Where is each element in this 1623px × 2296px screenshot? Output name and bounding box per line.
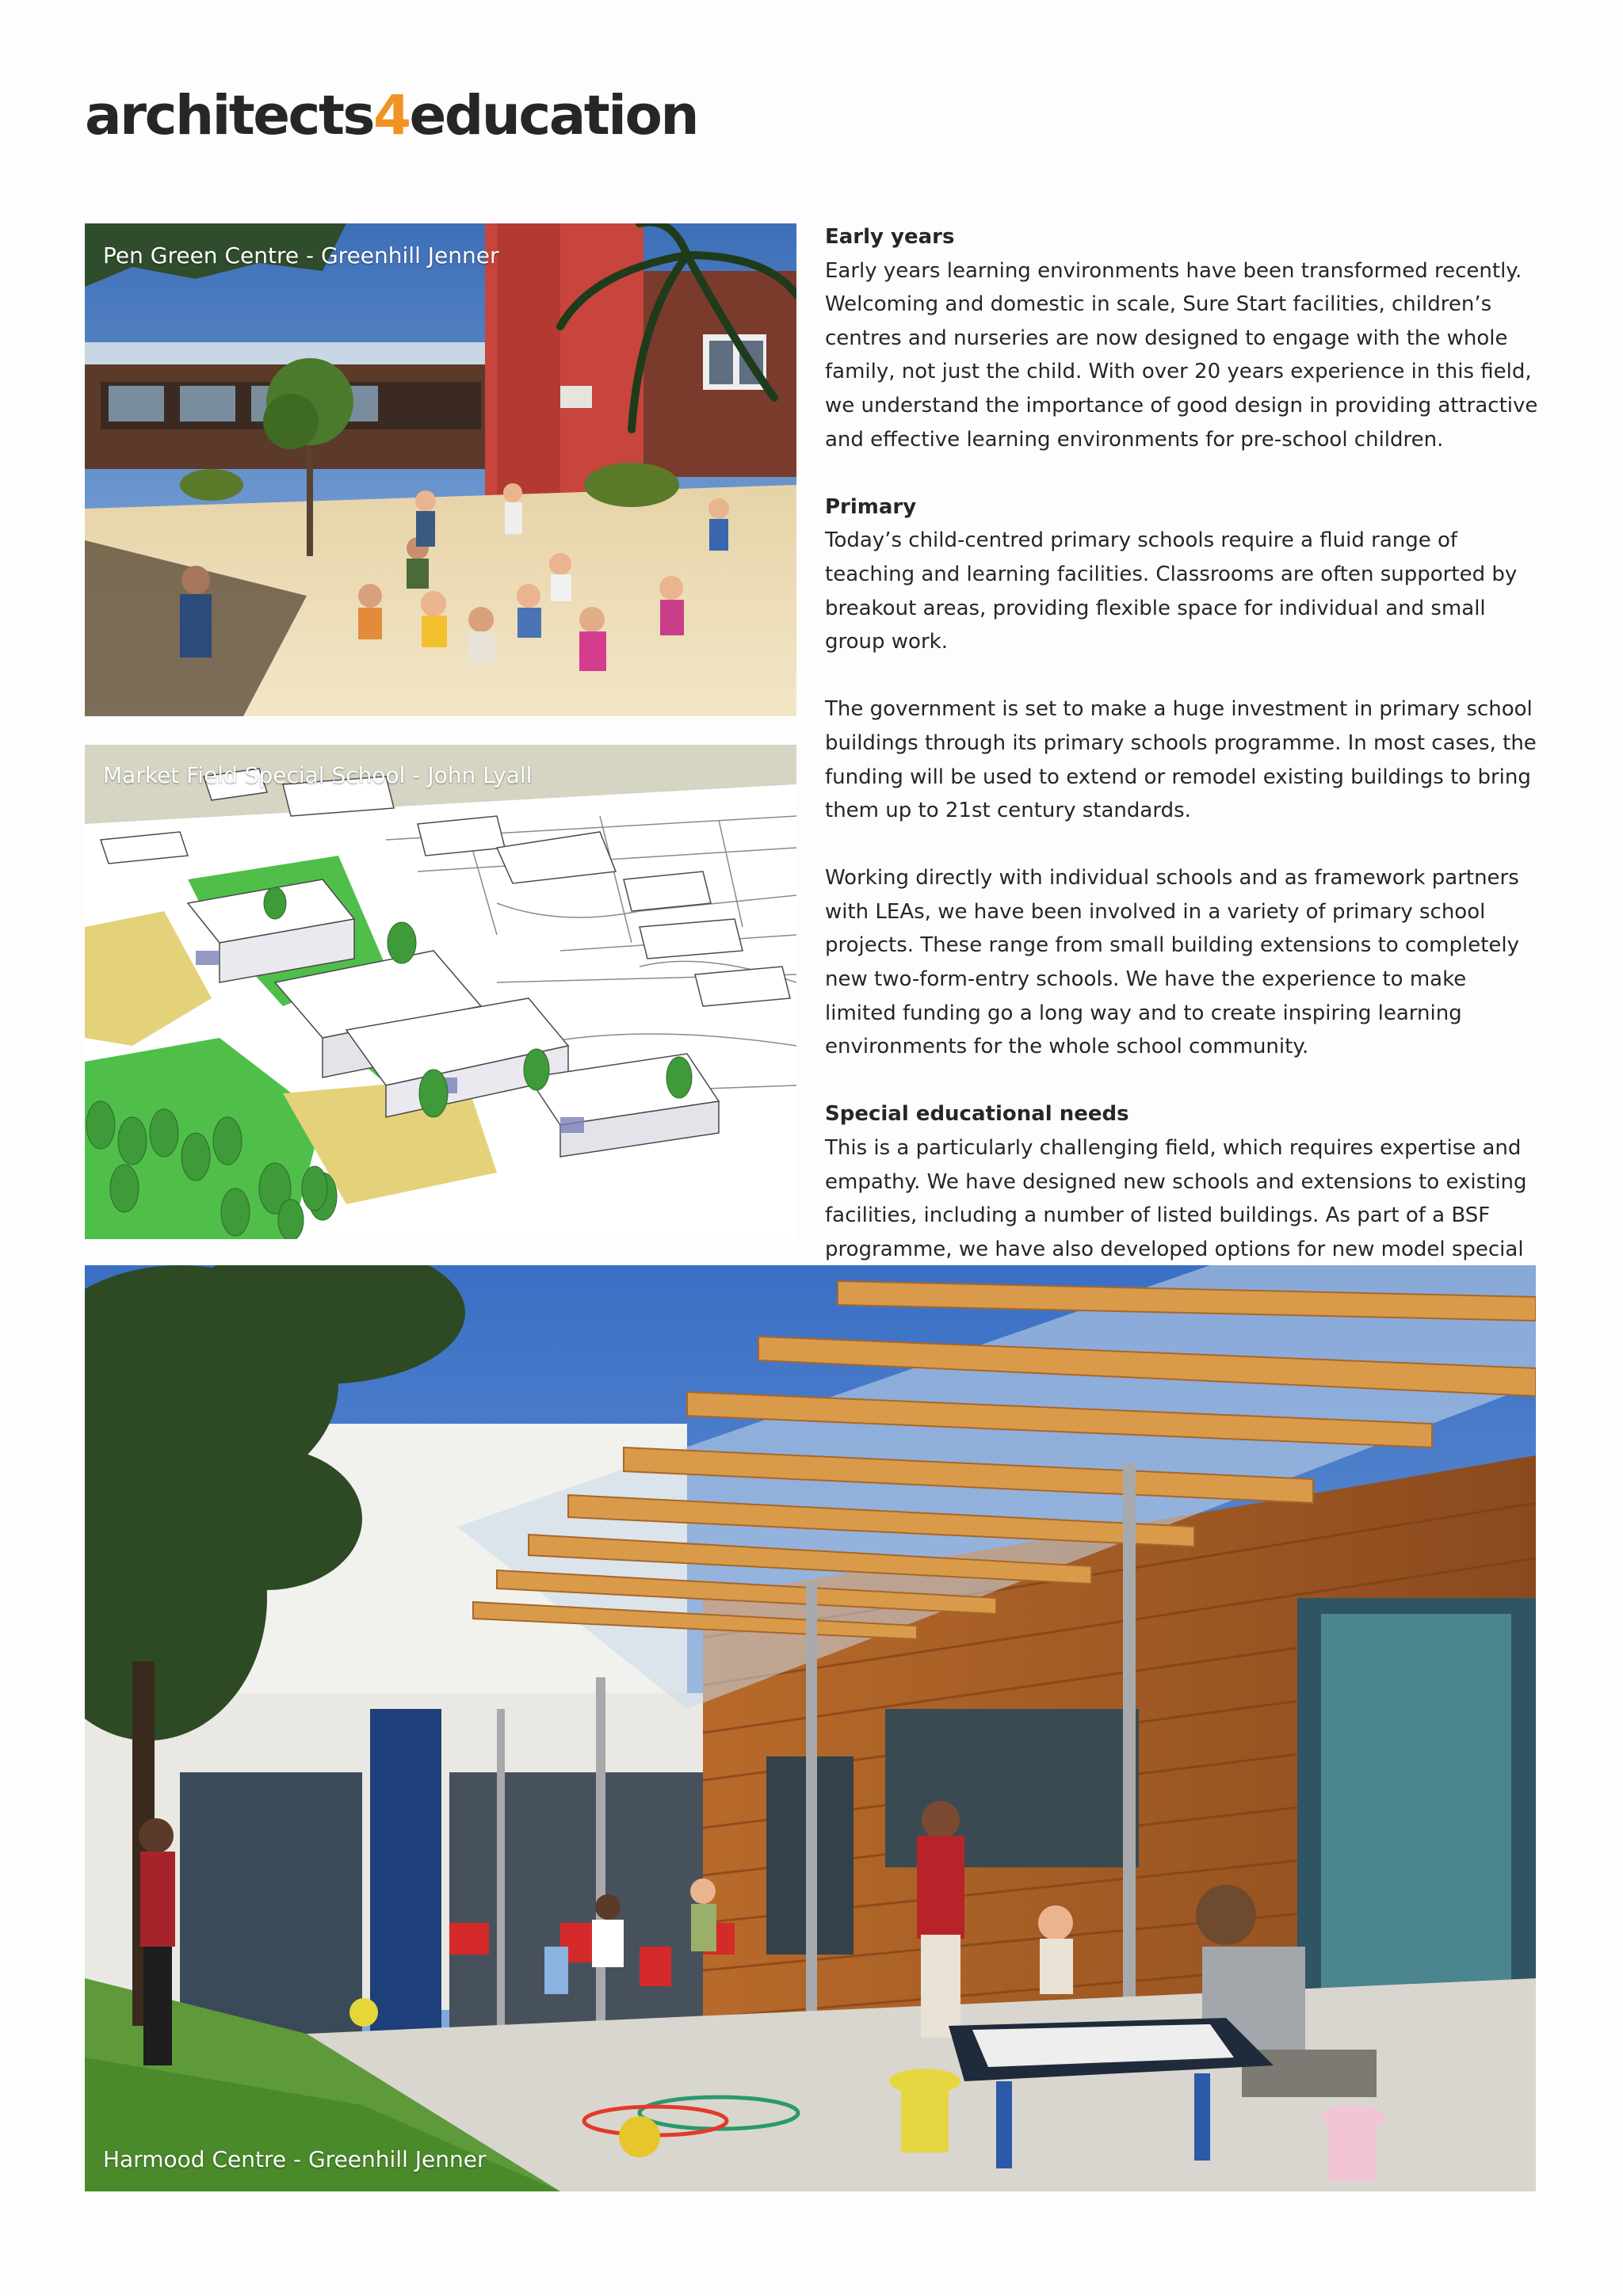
photo-harmood-centre [85, 1265, 1536, 2191]
brand-logo [85, 84, 697, 147]
special-needs-paragraph: This is a particularly challenging field, which requires expertise and empathy. We have designed new schools and extensions to existing facilities, including a number of listed buildings. As part of a BSF programme, we have also developed options for new model special [825, 1136, 1527, 1261]
section-heading-primary: Primary [825, 494, 917, 519]
harmood-photo-illustration [85, 1265, 1536, 2191]
pen-green-photo-illustration [85, 223, 796, 716]
logo-text-four: 4 [373, 84, 410, 147]
section-heading-special-needs: Special educational needs [825, 1102, 1129, 1127]
market-field-model-illustration [85, 745, 796, 1239]
body-text-column [825, 220, 1538, 1300]
logo-text-education: education [409, 84, 697, 147]
photo-caption: Pen Green Centre - Greenhill Jenner [103, 242, 499, 269]
section-heading-early-years: Early years [825, 225, 955, 249]
primary-paragraph-1: Today’s child-centred primary schools require a fluid range of teaching and learning facilities. Classrooms are often supported by breakout areas, providing flexible space for individual and small group work. [825, 528, 1518, 654]
primary-paragraph-2: The government is set to make a huge investment in primary school buildings through its primary schools programme. In most cases, the funding will be used to extend or remodel existing buildings to bring them up to 21st century standards. [825, 697, 1537, 823]
early-years-paragraph: Early years learning environments have been transformed recently. Welcoming and domestic in scale, Sure Start facilities, children’s centres and nurseries are now designed to engage with the whole family, not just the child. With over 20 years experience in this field, we understand the importance of good design in providing attractive and effective learning environments for pre-school children. [825, 258, 1538, 452]
photo-market-field-school [85, 745, 796, 1239]
primary-paragraph-3: Working directly with individual schools and as framework partners with LEAs, we have been involved in a variety of primary school projects. These range from small building extensions to completely new two-form-entry schools. We have the experience to make limited funding go a long way and to create inspiring learning environments for the whole school community. [825, 866, 1520, 1059]
photo-caption: Market Field Special School - John Lyall [103, 762, 533, 788]
logo-text-architects: architects [85, 84, 374, 147]
photo-pen-green-centre [85, 223, 796, 716]
photo-caption: Harmood Centre - Greenhill Jenner [103, 2146, 487, 2172]
